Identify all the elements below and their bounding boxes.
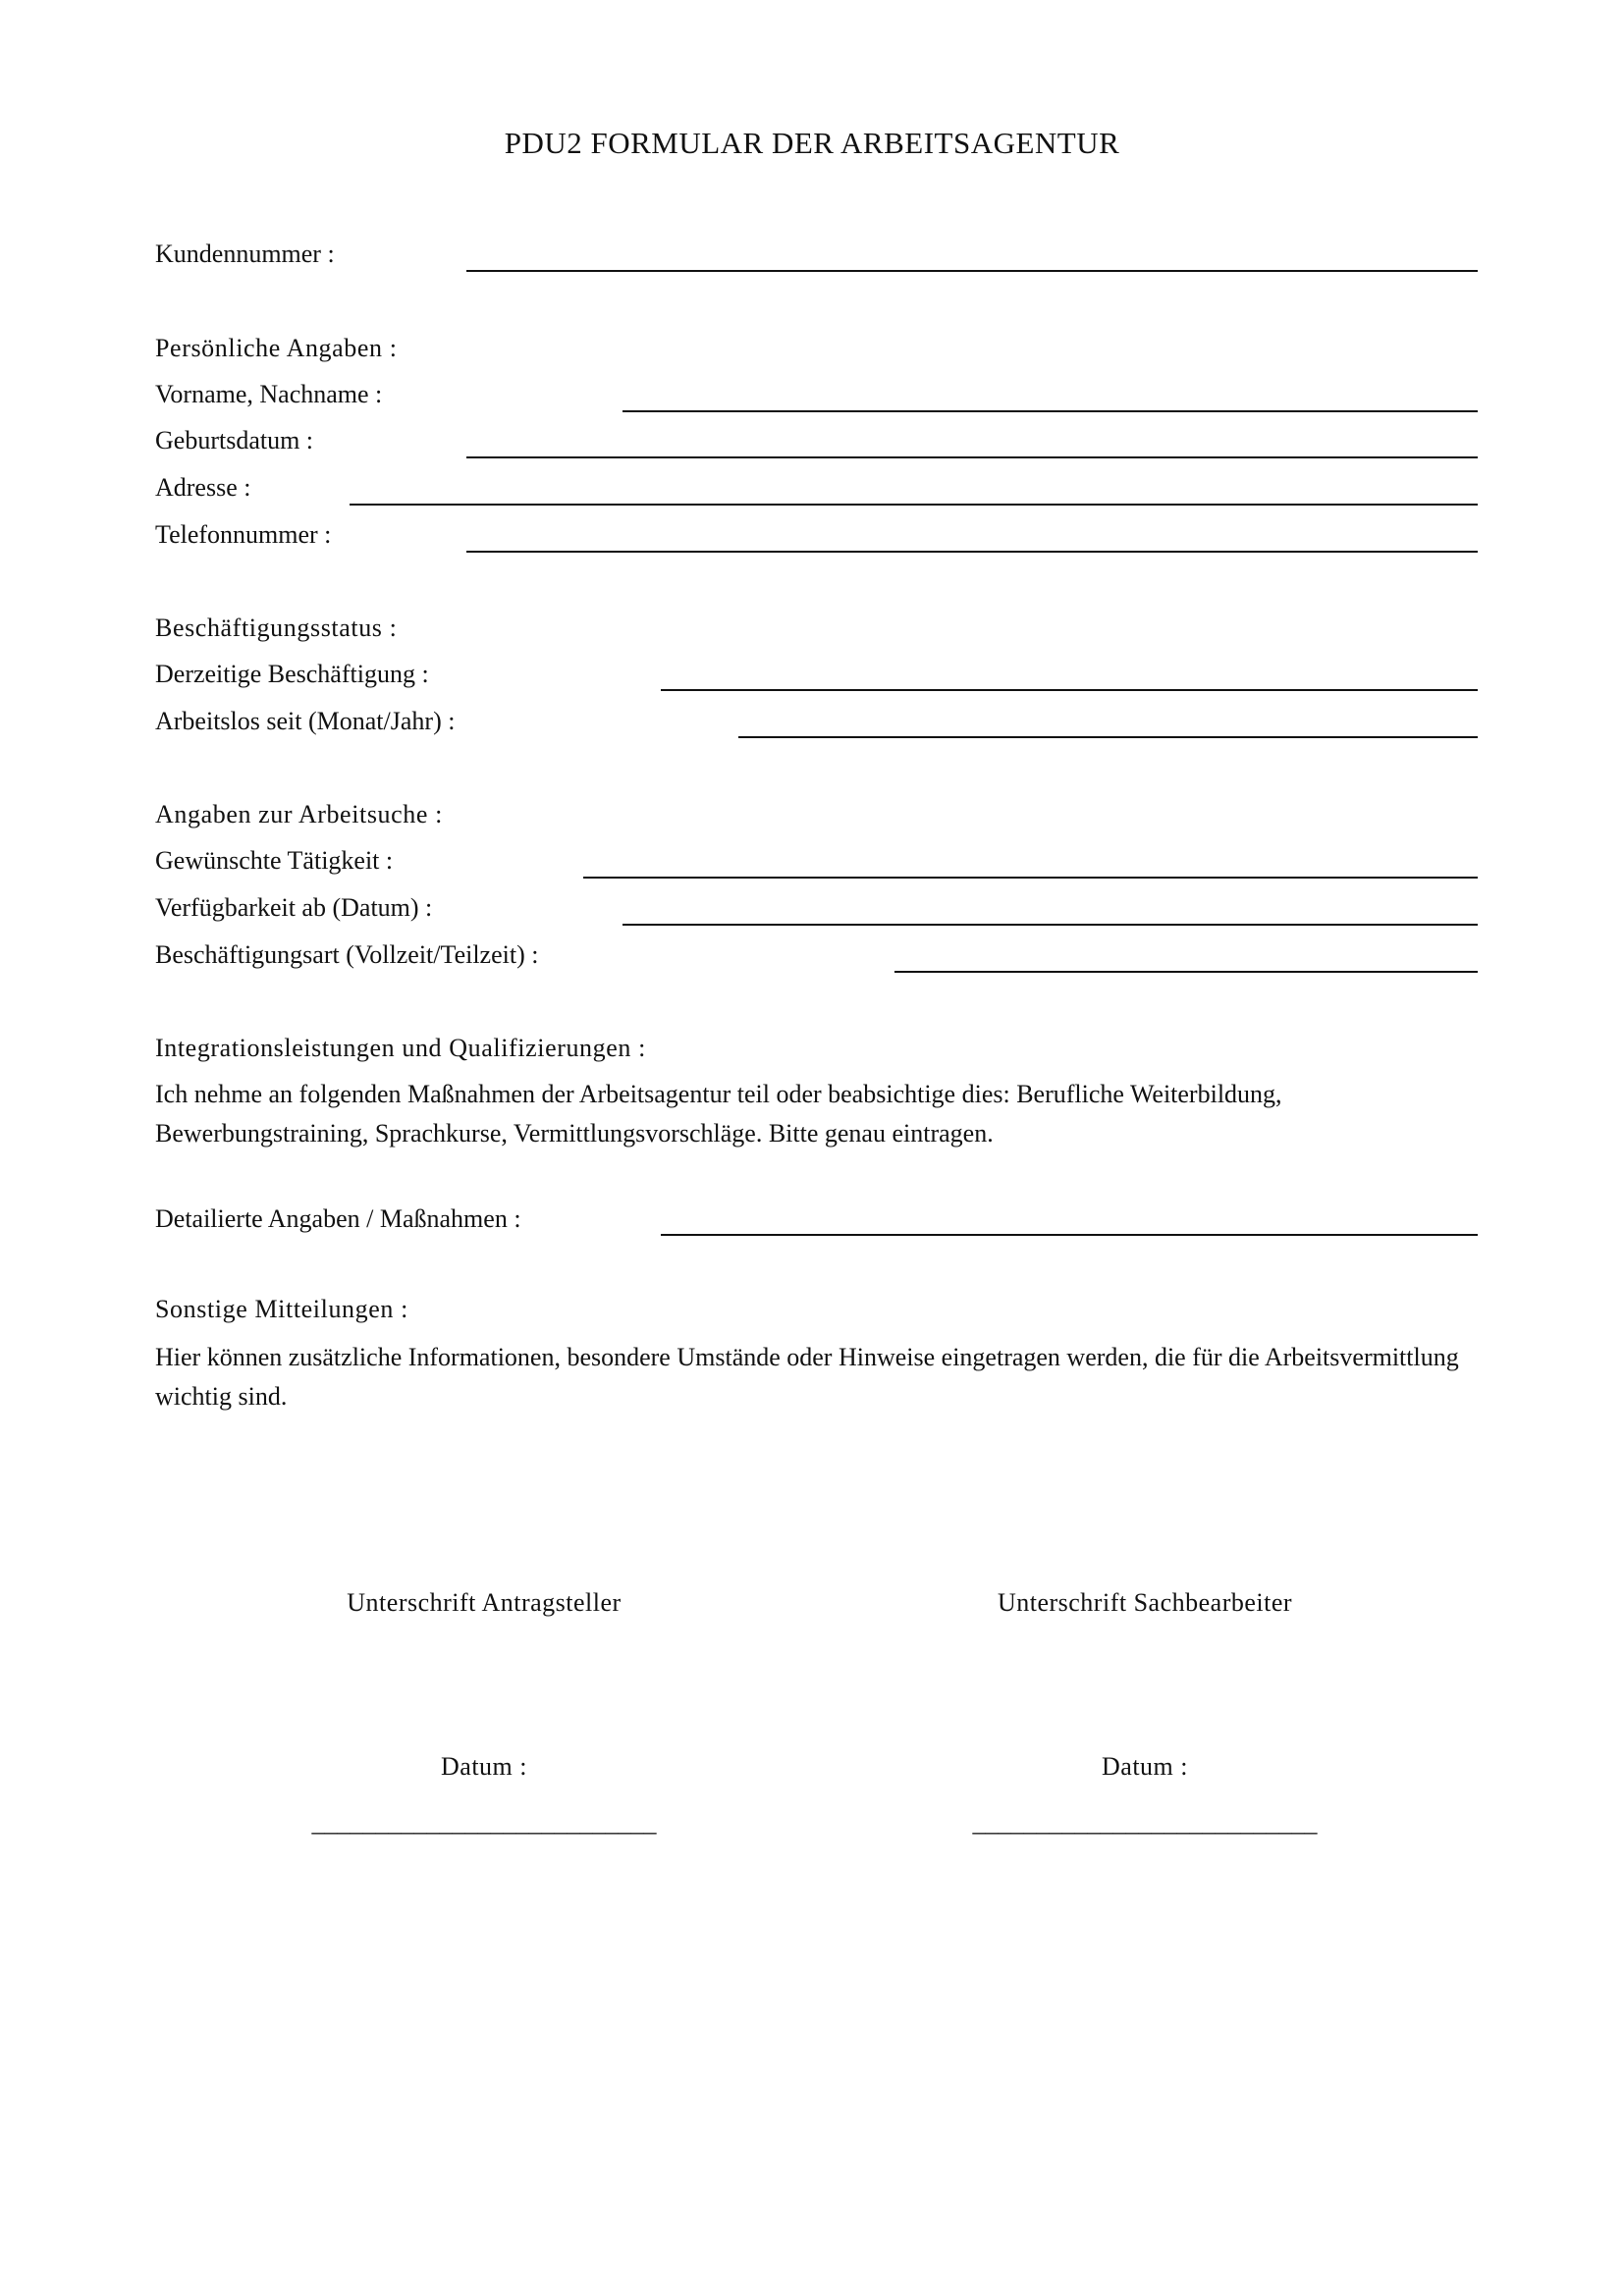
label-arbeitslos-seit: Arbeitslos seit (Monat/Jahr) : <box>155 707 456 735</box>
date-label-left: Datum : <box>441 1752 527 1781</box>
input-beschaeftigungsart[interactable] <box>894 971 1478 973</box>
label-kundennummer: Kundennummer : <box>155 240 335 268</box>
input-adresse[interactable] <box>350 504 1478 506</box>
date-line-left[interactable]: ___________________________ <box>311 1808 657 1837</box>
input-verfuegbarkeit[interactable] <box>623 924 1478 926</box>
input-telefonnummer[interactable] <box>466 551 1478 553</box>
section-sonstige: Sonstige Mitteilungen : <box>155 1295 408 1323</box>
label-adresse: Adresse : <box>155 473 251 502</box>
label-derzeitige-beschaeftigung: Derzeitige Beschäftigung : <box>155 660 429 688</box>
label-gewuenschte-taetigkeit: Gewünschte Tätigkeit : <box>155 846 394 875</box>
label-telefonnummer: Telefonnummer : <box>155 520 332 549</box>
label-verfuegbarkeit: Verfügbarkeit ab (Datum) : <box>155 893 433 922</box>
label-vorname-nachname: Vorname, Nachname : <box>155 380 383 408</box>
sonstige-description: Hier können zusätzliche Informationen, besondere Umstände oder Hinweise eingetragen werden, die für die Arbeitsvermittlung wichtig sind. <box>155 1343 1459 1411</box>
section-arbeitsuche: Angaben zur Arbeitsuche : <box>155 800 443 828</box>
integration-description: Ich nehme an folgenden Maßnahmen der Arbeitsagentur teil oder beabsichtige dies: Berufliche Weiterbildung, Bewerbungstraining, Sprachkurse, Vermittlungsvorschläge. Bitte genau eintragen. <box>155 1080 1282 1148</box>
input-arbeitslos-seit[interactable] <box>738 736 1478 738</box>
section-integration: Integrationsleistungen und Qualifizierungen : <box>155 1034 646 1062</box>
label-detailierte-angaben: Detailierte Angaben / Maßnahmen : <box>155 1204 521 1233</box>
input-vorname-nachname[interactable] <box>623 410 1478 412</box>
date-label-right: Datum : <box>1102 1752 1188 1781</box>
label-beschaeftigungsart: Beschäftigungsart (Vollzeit/Teilzeit) : <box>155 940 539 969</box>
input-geburtsdatum[interactable] <box>466 456 1478 458</box>
input-gewuenschte-taetigkeit[interactable] <box>583 877 1478 879</box>
section-beschaeftigungsstatus: Beschäftigungsstatus : <box>155 614 398 642</box>
label-geburtsdatum: Geburtsdatum : <box>155 426 314 454</box>
form-title: PDU2 FORMULAR DER ARBEITSAGENTUR <box>504 126 1120 160</box>
date-line-right[interactable]: ___________________________ <box>972 1808 1318 1837</box>
input-derzeitige-beschaeftigung[interactable] <box>661 689 1478 691</box>
signature-label-sachbearbeiter: Unterschrift Sachbearbeiter <box>997 1588 1293 1617</box>
section-persoenliche-angaben: Persönliche Angaben : <box>155 334 398 362</box>
input-detailierte-angaben[interactable] <box>661 1234 1478 1236</box>
input-kundennummer[interactable] <box>466 270 1478 272</box>
signature-label-antragsteller: Unterschrift Antragsteller <box>347 1588 622 1617</box>
